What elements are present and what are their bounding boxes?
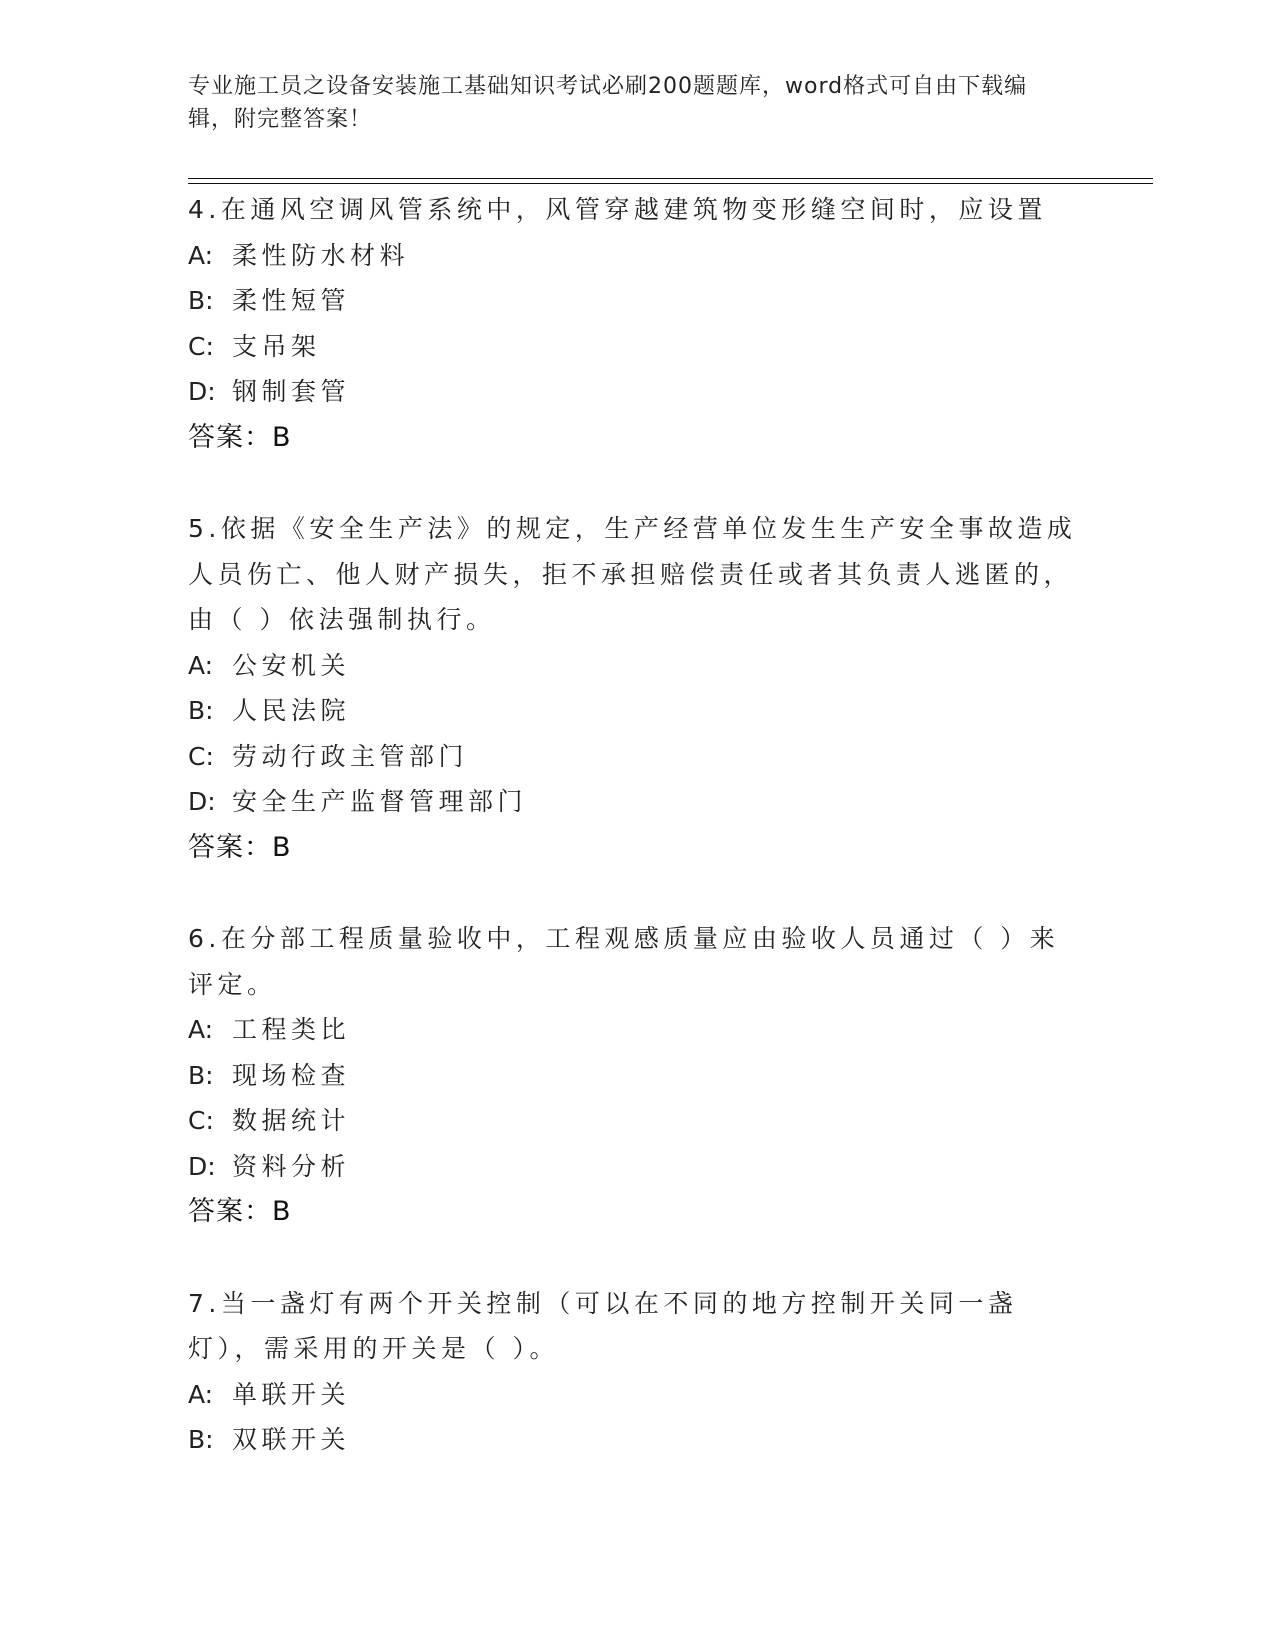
question-item <box>188 1281 1088 1463</box>
option-text: 安全生产监督管理部门 <box>232 787 528 816</box>
option-label: D: <box>188 1151 216 1181</box>
option-text: 劳动行政主管部门 <box>232 741 469 771</box>
option-text: 柔性短管 <box>232 286 351 315</box>
option-label: B: <box>188 1060 214 1090</box>
option-label: C: <box>188 741 214 771</box>
option-a <box>188 1007 1088 1053</box>
document-header: 专业施工员之设备安装施工基础知识考试必刷200题题库，word格式可自由下载编辑，附完整答案！ <box>188 74 1028 132</box>
question-list <box>188 187 1088 1509</box>
option-text: 双联开关 <box>232 1425 351 1454</box>
question-text: 4.在通风空调风管系统中，风管穿越建筑物变形缝空间时，应设置 <box>188 195 1047 224</box>
option-text: 支吊架 <box>232 331 321 361</box>
option-label: A: <box>188 1379 214 1409</box>
answer-text: 答案：B <box>188 831 292 863</box>
option-label: C: <box>188 331 214 361</box>
option-c <box>188 1098 1088 1144</box>
answer-text: 答案：B <box>188 421 292 453</box>
option-label: C: <box>188 1106 214 1135</box>
header-divider-bottom <box>188 183 1153 184</box>
option-b <box>188 1417 1088 1463</box>
option-text: 柔性防水材料 <box>232 240 410 270</box>
option-d <box>188 369 1088 415</box>
question-text: 7.当一盏灯有两个开关控制（可以在不同的地方控制开关同一盏灯），需采用的开关是（ ）。 <box>188 1288 1018 1363</box>
option-a <box>188 1372 1088 1418</box>
option-label: D: <box>188 377 216 406</box>
option-text: 人民法院 <box>232 696 351 725</box>
option-b <box>188 278 1088 324</box>
option-text: 现场检查 <box>232 1060 351 1090</box>
question-item <box>188 506 1088 870</box>
option-label: A: <box>188 240 214 270</box>
option-text: 公安机关 <box>232 650 351 680</box>
option-a <box>188 233 1088 279</box>
question-text: 5.依据《安全生产法》的规定，生产经营单位发生生产安全事故造成人员伤亡、他人财产损失，拒不承担赔偿责任或者其负责人逃匿的，由（ ）依法强制执行。 <box>188 514 1077 634</box>
question-item <box>188 916 1088 1235</box>
option-a <box>188 643 1088 689</box>
question-text: 6.在分部工程质量验收中，工程观感质量应由验收人员通过（ ）来评定。 <box>188 924 1060 999</box>
option-b <box>188 688 1088 734</box>
option-label: B: <box>188 696 214 725</box>
option-text: 数据统计 <box>232 1106 351 1135</box>
option-label: A: <box>188 650 214 680</box>
option-b <box>188 1053 1088 1099</box>
option-label: B: <box>188 1425 214 1454</box>
option-d <box>188 779 1088 825</box>
option-text: 资料分析 <box>232 1151 351 1181</box>
option-c <box>188 324 1088 370</box>
option-label: B: <box>188 286 214 315</box>
option-label: A: <box>188 1015 214 1044</box>
option-d <box>188 1144 1088 1190</box>
option-text: 单联开关 <box>232 1379 351 1409</box>
option-text: 工程类比 <box>232 1015 351 1044</box>
option-label: D: <box>188 787 216 816</box>
option-text: 钢制套管 <box>232 377 351 406</box>
header-divider-top <box>188 178 1153 179</box>
question-item <box>188 187 1088 460</box>
answer-text: 答案：B <box>188 1196 292 1227</box>
option-c <box>188 734 1088 780</box>
